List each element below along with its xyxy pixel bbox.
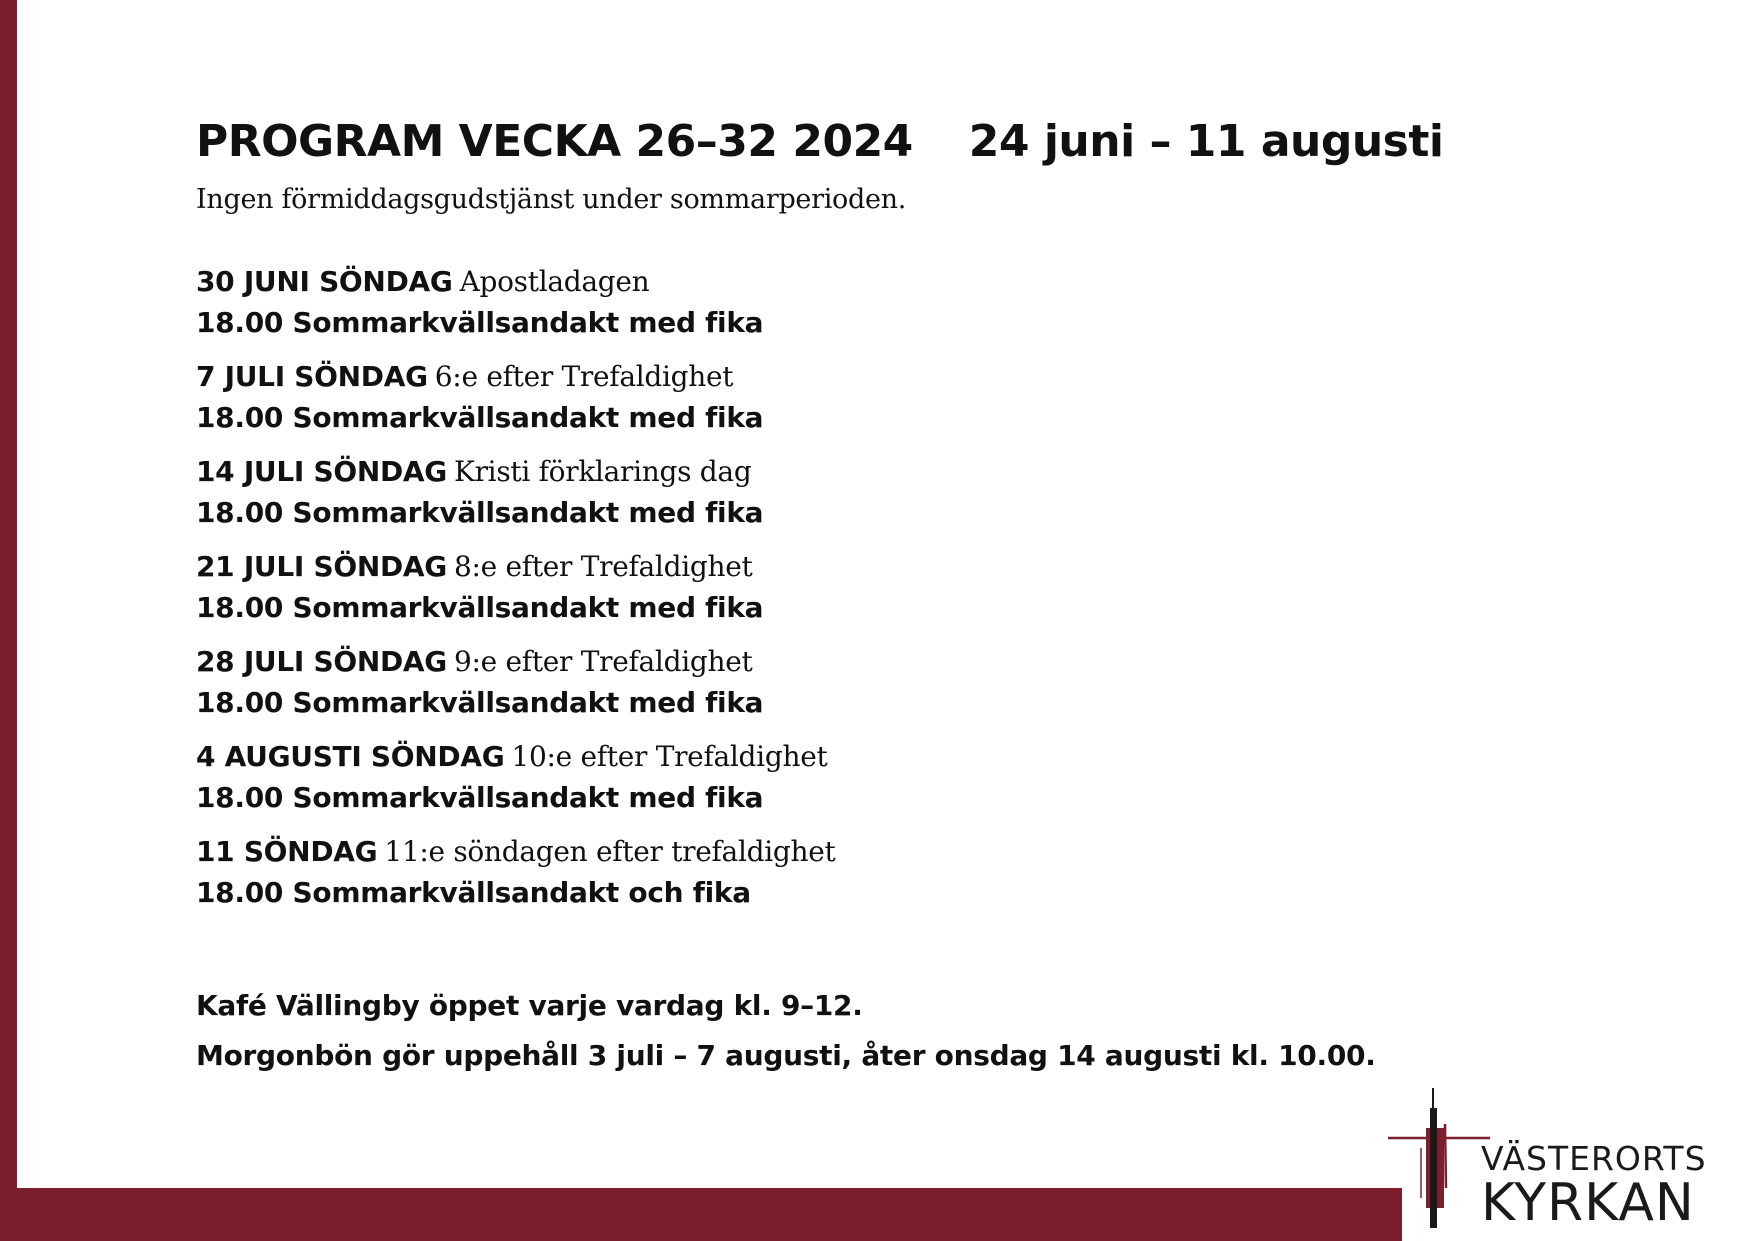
event-service: 18.00 Sommarkvällsandakt med fika [196,401,764,434]
event-day: 11 SÖNDAG [196,835,378,868]
event-service: 18.00 Sommarkvällsandakt med fika [196,496,764,529]
event-occasion: 10:e efter Trefaldighet [511,740,828,773]
event-item [196,737,1696,818]
logo-line2: KYRKAN [1481,1173,1695,1233]
event-service: 18.00 Sommarkvällsandakt med fika [196,686,764,719]
event-item [196,452,1696,533]
event-occasion: 6:e efter Trefaldighet [434,360,734,393]
event-item [196,642,1696,723]
cafe-note: Kafé Vällingby öppet varje vardag kl. 9–12. [196,989,863,1022]
church-logo [1388,1088,1718,1232]
logo-text [1481,1139,1707,1233]
event-occasion: 9:e efter Trefaldighet [453,645,753,678]
event-service: 18.00 Sommarkvällsandakt med fika [196,591,764,624]
event-occasion: 11:e söndagen efter trefaldighet [384,835,836,868]
logo-line1: VÄSTERORTS [1481,1139,1707,1178]
program-document [196,108,1696,1081]
bottom-accent-bar [0,1188,1402,1241]
notes [196,981,1696,1081]
event-list [196,262,1696,913]
event-item [196,547,1696,628]
event-day: 21 JULI SÖNDAG [196,550,447,583]
event-day: 14 JULI SÖNDAG [196,455,447,488]
title-dates: 24 juni – 11 augusti [968,116,1444,167]
event-day: 7 JULI SÖNDAG [196,360,428,393]
event-occasion: 8:e efter Trefaldighet [453,550,753,583]
event-occasion: Kristi förklarings dag [453,455,752,488]
page-title [196,108,1696,176]
event-service: 18.00 Sommarkvällsandakt med fika [196,781,764,814]
morning-prayer-note: Morgonbön gör uppehåll 3 juli – 7 augusti, åter onsdag 14 augusti kl. 10.00. [196,1039,1376,1072]
event-item [196,832,1696,913]
event-day: 28 JULI SÖNDAG [196,645,447,678]
left-accent-bar [0,0,17,1241]
event-service: 18.00 Sommarkvällsandakt med fika [196,306,764,339]
event-item [196,357,1696,438]
event-day: 4 AUGUSTI SÖNDAG [196,740,505,773]
event-occasion: Apostladagen [459,265,650,298]
event-day: 30 JUNI SÖNDAG [196,265,453,298]
intro-text: Ingen förmiddagsgudstjänst under sommarperioden. [196,184,907,215]
event-item [196,262,1696,343]
event-service: 18.00 Sommarkvällsandakt och fika [196,876,751,909]
title-program: PROGRAM VECKA 26–32 2024 [196,116,913,167]
